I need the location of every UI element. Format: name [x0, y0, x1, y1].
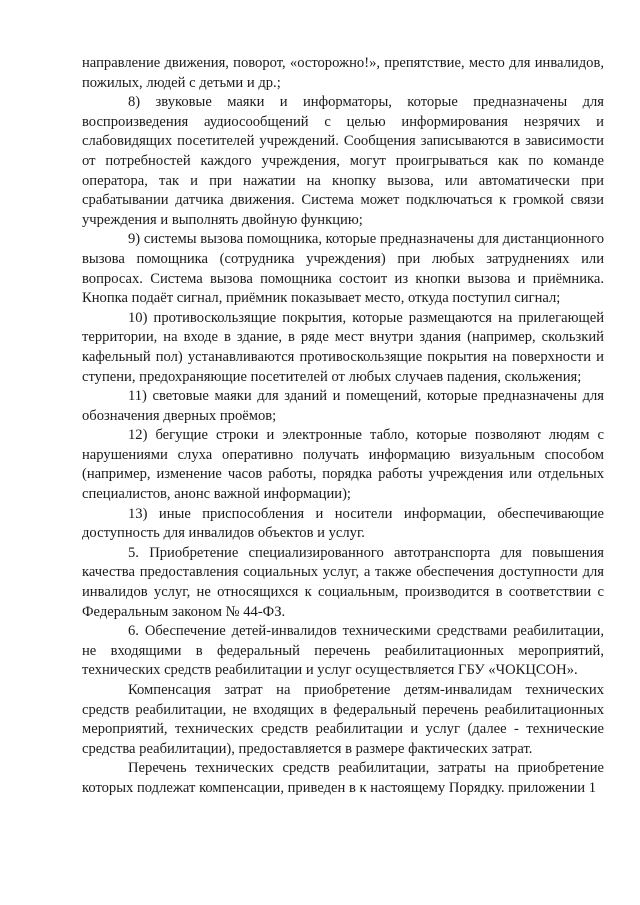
paragraph-section-5-vehicles: 5. Приобретение специализированного автотранспорта для повышения качества предоставления социальных услуг, а также обеспечения доступности для инвалидов услуг, не относящихся к социальным, производится в соответствии с Федеральным законом № 44-ФЗ. — [82, 544, 604, 620]
paragraph-section-6-rehab-means: 6. Обеспечение детей-инвалидов техническими средствами реабилитации, не входящими в федеральный перечень реабилитационных мероприятий, технических средств реабилитации и услуг осуществляется ГБУ «ЧОКЦСОН». — [82, 623, 604, 679]
paragraph-compensation: Компенсация затрат на приобретение детям-инвалидам технических средств реабилитации, не входящих в федеральный перечень реабилитационных мероприятий, технических средств реабилитации и услуг (далее - технические средства реабилитации), предоставляется в размере фактических затрат. — [82, 682, 604, 757]
paragraph-item-13-other-devices: 13) иные приспособления и носители информации, обеспечивающие доступность для инвалидов объектов и услуг. — [82, 505, 604, 542]
paragraph-item-9-assistant-call: 9) системы вызова помощника, которые предназначены для дистанционного вызова помощника (сотрудника учреждения) при любых затруднениях или вопросах. Система вызова помощника состоит из кнопки вызова и приёмника. Кнопка подаёт сигнал, приёмник показывает место, откуда поступил сигнал; — [82, 231, 604, 307]
paragraph-continuation: направление движения, поворот, «осторожно!», препятствие, место для инвалидов, пожилых, людей с детьми и др.; — [82, 55, 604, 91]
paragraph-item-10-anti-slip: 10) противоскользящие покрытия, которые размещаются на прилегающей территории, на входе в здание, в ряде мест внутри здания (например, скользкий кафельный пол) устанавливаются противоскользящие покрытия на поверхности и ступени, предохраняющие посетителей от любых случаев падения, скольжения; — [82, 309, 604, 385]
paragraph-list-reference: Перечень технических средств реабилитации, затраты на приобретение которых подлежат компенсации, приведен в к настоящему Порядку. приложении 1 — [82, 760, 604, 796]
paragraph-item-8-sound-beacons: 8) звуковые маяки и информаторы, которые предназначены для воспроизведения аудиосообщений с целью информирования незрячих и слабовидящих посетителей учреждений. Сообщения записываются в зависимости от потребностей каждого учреждения, могут проигрываться как по команде оператора, так и при нажатии на кнопку вызова, или автоматически при срабатывании датчика движения. Система может подключаться к громкой связи учреждения и выполнять двойную функцию; — [82, 94, 604, 228]
paragraph-item-11-light-beacons: 11) световые маяки для зданий и помещений, которые предназначены для обозначения дверных проёмов; — [82, 388, 604, 424]
paragraph-item-12-running-lines: 12) бегущие строки и электронные табло, которые позволяют людям с нарушениями слуха оперативно получать информацию визуальным способом (например, изменение часов работы, порядка работы учреждения или отдельных специалистов, анонс важной информации); — [82, 427, 604, 503]
document-body — [82, 54, 604, 799]
